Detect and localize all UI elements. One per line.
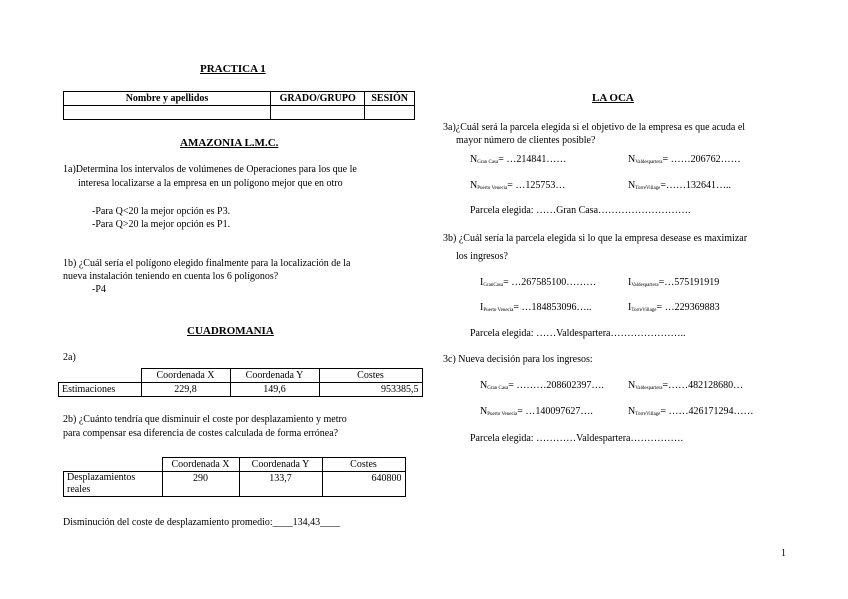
col-header-costs: Costes bbox=[319, 369, 422, 383]
row-label-estimations: Estimaciones bbox=[59, 383, 142, 397]
q2a-label: 2a) bbox=[63, 352, 76, 363]
cuadromania-title: CUADROMANIA bbox=[187, 325, 274, 337]
value-y: 149,6 bbox=[230, 383, 319, 397]
amazonia-title: AMAZONIA L.M.C. bbox=[180, 137, 279, 149]
chosen-parcel-b: Parcela elegida: ……Valdespartera………………….. bbox=[470, 328, 686, 339]
answer-1b: -P4 bbox=[92, 284, 106, 295]
c-puerto-venecia: $N_{Puerto Venecia}=$ …140097627…. bbox=[480, 406, 593, 417]
page-number: 1 bbox=[781, 548, 786, 559]
name-cell[interactable] bbox=[64, 106, 271, 120]
i-torre-village: $I_{TorreVillage}=$ …229369883 bbox=[628, 302, 720, 313]
q1b-text: 1b) ¿Cuál sería el polígono elegido finalmente para la localización de la bbox=[63, 258, 351, 269]
n-gran-casa: $N_{Gran Casa}=$ …214841…… bbox=[470, 154, 567, 165]
c-gran-casa: $N_{Gran Casa}=$ ………208602397…. bbox=[480, 380, 604, 391]
chosen-parcel-c: Parcela elegida: …………Valdespartera……………. bbox=[470, 433, 683, 444]
q3b-text-2: los ingresos? bbox=[456, 251, 508, 262]
q2b-text-2: para compensar esa diferencia de costes calculada de forma errónea? bbox=[63, 428, 339, 439]
value-y-2: 133,7 bbox=[239, 472, 322, 497]
grade-cell[interactable] bbox=[271, 106, 365, 120]
i-valdespartera: $I_{Valdespartera}=\dots 575191919$ bbox=[628, 277, 720, 288]
col-header-costs-2: Costes bbox=[322, 458, 405, 472]
i-gran-casa: $I_{GranCasa}=$ …267585100……… bbox=[480, 277, 597, 288]
decrease-answer: Disminución del coste de desplazamiento promedio:____134,43____ bbox=[63, 517, 341, 528]
col-header-x-2: Coordenada X bbox=[162, 458, 239, 472]
chosen-parcel-a: Parcela elegida: ……Gran Casa………………………. bbox=[470, 205, 691, 216]
q1b-text-2: nueva instalación teniendo en cuenta los 6 polígonos? bbox=[63, 271, 279, 282]
q1a-text: 1a)Determina los intervalos de volúmenes de Operaciones para los que le bbox=[63, 164, 357, 175]
estimations-table bbox=[58, 368, 423, 397]
col-header-y-2: Coordenada Y bbox=[239, 458, 322, 472]
c-torre-village: $N_{TorreVillage}=$ ……426171294…… bbox=[628, 406, 754, 417]
answer-1a-1: -Para Q<20 la mejor opción es P3. bbox=[92, 206, 231, 217]
q3a-text: 3a)¿Cuál será la parcela elegida si el objetivo de la empresa es que acuda el bbox=[443, 122, 746, 133]
n-torre-village: $N_{TorreVillage}=\dots\dots 132641\dots$.. bbox=[628, 180, 732, 191]
value-costs: 953385,5 bbox=[319, 383, 422, 397]
value-costs-2: 640800 bbox=[322, 472, 405, 497]
value-x: 229,8 bbox=[141, 383, 230, 397]
answer-1a-2: -Para Q>20 la mejor opción es P1. bbox=[92, 219, 231, 230]
row-label-real-2: reales bbox=[67, 484, 91, 495]
n-valdespartera: $N_{Valdespartera}=$ ……206762…… bbox=[628, 154, 741, 165]
q3a-text-2: mayor número de clientes posible? bbox=[456, 135, 596, 146]
q1a-text-2: interesa localizarse a la empresa en un polígono mejor que en otro bbox=[78, 178, 343, 189]
q2b-text: 2b) ¿Cuánto tendría que disminuir el coste por desplazamiento y metro bbox=[63, 414, 347, 425]
session-header: SESIÓN bbox=[365, 92, 415, 106]
row-label-real bbox=[64, 472, 163, 497]
la-oca-title: LA OCA bbox=[592, 92, 634, 104]
q3b-text: 3b) ¿Cuál sería la parcela elegida si lo que la empresa desease es maximizar bbox=[443, 233, 748, 244]
name-header: Nombre y apellidos bbox=[64, 92, 271, 106]
practice-title: PRACTICA 1 bbox=[200, 63, 266, 75]
row-label-real-1: Desplazamientos bbox=[67, 472, 136, 483]
i-puerto-venecia: $I_{Puerto Venecia}=$ …184853096….. bbox=[480, 302, 592, 313]
q3c-text: 3c) Nueva decisión para los ingresos: bbox=[443, 354, 593, 365]
real-displacement-table bbox=[63, 457, 406, 497]
n-puerto-venecia: $N_{Puerto Venecia}=$ …125753… bbox=[470, 180, 566, 191]
c-valdespartera: $N_{Valdespartera}=\dots\dots 482128680\dots$ bbox=[628, 380, 744, 391]
student-header-table bbox=[63, 91, 415, 120]
value-x-2: 290 bbox=[162, 472, 239, 497]
col-header-y: Coordenada Y bbox=[230, 369, 319, 383]
col-header-x: Coordenada X bbox=[141, 369, 230, 383]
grade-header: GRADO/GRUPO bbox=[271, 92, 365, 106]
session-cell[interactable] bbox=[365, 106, 415, 120]
